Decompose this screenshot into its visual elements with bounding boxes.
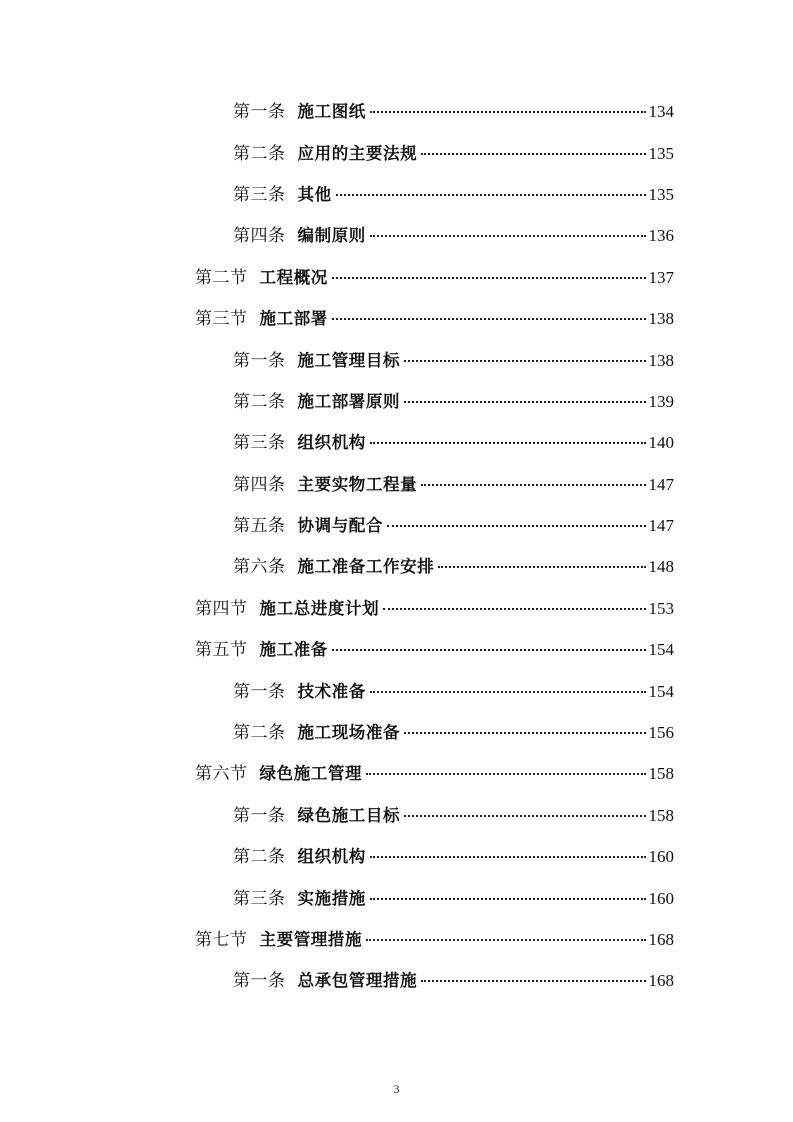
dot-leader xyxy=(421,484,645,486)
toc-section-label: 第二节 xyxy=(195,267,248,288)
toc-entry-label: 第四条 xyxy=(233,226,286,247)
toc-entry-label: 第二条 xyxy=(233,391,286,412)
toc-entry-page: 134 xyxy=(648,102,674,122)
toc-entry[interactable] xyxy=(0,379,793,420)
toc-entry-label: 第一条 xyxy=(233,350,286,371)
toc-entry[interactable] xyxy=(0,710,793,751)
toc-entry[interactable] xyxy=(0,834,793,875)
toc-entry-label: 第一条 xyxy=(233,681,286,702)
toc-entry[interactable] xyxy=(0,544,793,585)
toc-section-title: 施工部署 xyxy=(259,309,328,329)
toc-entry-title: 主要实物工程量 xyxy=(297,474,418,494)
toc-section-label: 第三节 xyxy=(195,309,248,330)
toc-entry-page: 154 xyxy=(648,681,674,701)
toc-entry[interactable] xyxy=(0,172,793,213)
toc-entry-label: 第二条 xyxy=(233,723,286,744)
dot-leader xyxy=(366,939,645,941)
toc-section[interactable] xyxy=(0,586,793,627)
toc-entry-page: 135 xyxy=(648,184,674,204)
toc-entry-label: 第六条 xyxy=(233,557,286,578)
toc-section-page: 168 xyxy=(648,930,674,949)
toc-entry-title: 组织机构 xyxy=(297,433,366,453)
toc-section-page: 153 xyxy=(648,598,674,618)
dot-leader xyxy=(404,401,645,403)
dot-leader xyxy=(370,111,646,113)
toc-section-title: 主要管理措施 xyxy=(259,930,363,949)
toc-entry-label: 第一条 xyxy=(233,102,286,123)
toc-entry-title: 施工图纸 xyxy=(297,102,366,122)
toc-section[interactable] xyxy=(0,296,793,337)
toc-entry-page: 160 xyxy=(648,888,674,908)
toc-entry[interactable] xyxy=(0,130,793,171)
toc-entry-label: 第三条 xyxy=(233,433,286,454)
dot-leader xyxy=(383,608,645,610)
dot-leader xyxy=(438,566,645,568)
toc-entry[interactable] xyxy=(0,958,793,999)
toc-entry-label: 第三条 xyxy=(233,184,286,205)
dot-leader xyxy=(336,194,646,196)
toc-entry-page: 156 xyxy=(648,723,674,743)
toc-entry-label: 第二条 xyxy=(233,143,286,164)
toc-section-title: 施工准备 xyxy=(259,640,328,660)
dot-leader xyxy=(332,649,646,651)
dot-leader xyxy=(370,898,646,900)
dot-leader xyxy=(332,318,646,320)
toc-entry-title: 施工部署原则 xyxy=(297,391,401,411)
toc-entry[interactable] xyxy=(0,503,793,544)
toc-entry-title: 组织机构 xyxy=(297,847,366,867)
dot-leader xyxy=(404,732,645,734)
toc-entry[interactable] xyxy=(0,668,793,709)
toc-entry-page: 148 xyxy=(648,557,674,577)
toc-entry-title: 总承包管理措施 xyxy=(297,971,418,991)
toc-section-page: 158 xyxy=(648,764,674,784)
dot-leader xyxy=(421,153,645,155)
toc-section[interactable] xyxy=(0,627,793,668)
page-number: 3 xyxy=(393,1082,400,1096)
toc-section-title: 施工总进度计划 xyxy=(259,598,380,618)
toc-entry-title: 协调与配合 xyxy=(297,516,383,536)
toc-entry-label: 第五条 xyxy=(233,516,286,537)
toc-section-label: 第四节 xyxy=(195,598,248,619)
toc-entry-page: 147 xyxy=(648,516,674,536)
toc-section-page: 137 xyxy=(648,267,674,287)
toc-entry[interactable] xyxy=(0,89,793,130)
toc-entry[interactable] xyxy=(0,875,793,916)
toc-entry-title: 技术准备 xyxy=(297,681,366,701)
toc-entry-title: 应用的主要法规 xyxy=(297,143,418,163)
dot-leader xyxy=(366,773,645,775)
toc-entry[interactable] xyxy=(0,462,793,503)
toc-entry-page: 147 xyxy=(648,474,674,494)
dot-leader xyxy=(421,980,645,982)
toc-entry-label: 第一条 xyxy=(233,805,286,826)
toc-section-page: 138 xyxy=(648,309,674,329)
toc-entry-title: 编制原则 xyxy=(297,226,366,246)
toc-entry[interactable] xyxy=(0,420,793,461)
toc-section[interactable] xyxy=(0,255,793,296)
toc-entry-title: 施工现场准备 xyxy=(297,723,401,743)
dot-leader xyxy=(370,442,646,444)
toc-entry-page: 140 xyxy=(648,433,674,453)
toc-entry-title: 施工管理目标 xyxy=(297,350,401,370)
toc-entry-page: 138 xyxy=(648,350,674,370)
toc-entry[interactable] xyxy=(0,793,793,834)
dot-leader xyxy=(387,525,646,527)
dot-leader xyxy=(332,277,646,279)
toc-section-page: 154 xyxy=(648,640,674,660)
toc-section-title: 绿色施工管理 xyxy=(259,764,363,784)
toc-section-label: 第六节 xyxy=(195,764,248,785)
toc-entry-title: 施工准备工作安排 xyxy=(297,557,435,577)
dot-leader xyxy=(370,235,646,237)
toc-section-label: 第七节 xyxy=(195,930,248,950)
toc-entry-label: 第一条 xyxy=(233,971,286,992)
dot-leader xyxy=(370,856,646,858)
toc-entry-page: 158 xyxy=(648,805,674,825)
toc-entry-page: 139 xyxy=(648,391,674,411)
toc-entry-title: 其他 xyxy=(297,184,332,204)
toc-section-label: 第五节 xyxy=(195,640,248,661)
dot-leader xyxy=(404,360,645,362)
toc-entry-page: 136 xyxy=(648,226,674,246)
toc-entry-label: 第三条 xyxy=(233,888,286,909)
toc-entry-page: 160 xyxy=(648,847,674,867)
toc-entry-label: 第四条 xyxy=(233,474,286,495)
toc-entry-page: 135 xyxy=(648,143,674,163)
table-of-contents xyxy=(0,89,793,1000)
toc-entry-title: 实施措施 xyxy=(297,888,366,908)
toc-entry-page: 168 xyxy=(648,971,674,991)
dot-leader xyxy=(370,691,646,693)
toc-section[interactable] xyxy=(0,751,793,792)
toc-entry[interactable] xyxy=(0,337,793,378)
toc-entry[interactable] xyxy=(0,213,793,254)
toc-section-title: 工程概况 xyxy=(259,267,328,287)
toc-section[interactable] xyxy=(0,917,793,958)
toc-entry-label: 第二条 xyxy=(233,847,286,868)
toc-entry-title: 绿色施工目标 xyxy=(297,805,401,825)
dot-leader xyxy=(404,815,645,817)
